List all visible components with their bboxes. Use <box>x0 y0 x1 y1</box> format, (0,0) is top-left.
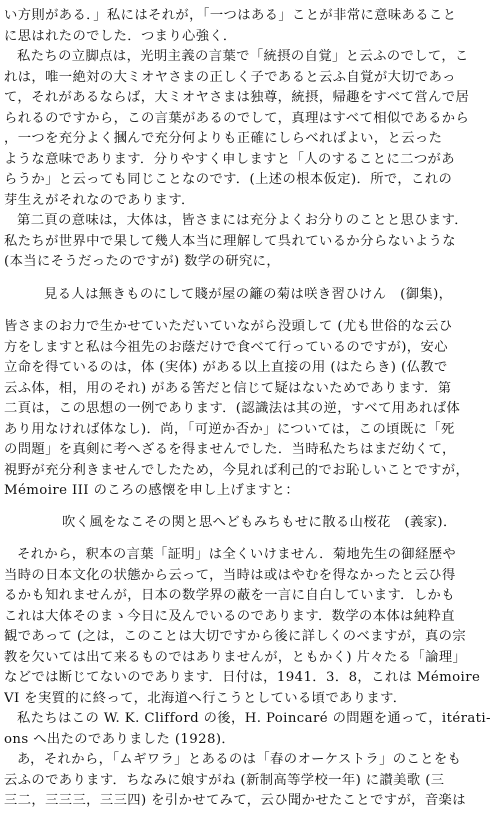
text-line: れは，唯一絶対の大ミオヤさまの正しく子であると云ふ自覚が大切であっ <box>4 69 456 85</box>
text-line: Mémoire III のころの感懐を申し上げますと： <box>4 483 300 498</box>
text-line: 教を欠いては出て来るものではありませんが，ともかく) 片々たる「論理」 <box>4 649 467 665</box>
text-line: 私たちが世界中で果して幾人本当に理解して呉れているか分らないような <box>4 233 456 249</box>
text-line: らうか」と云っても同じことなのです．(上述の根本仮定)．所で，これの <box>4 172 453 187</box>
text-line: 当時の日本文化の状態から云って，当時は或はやむを得なかったと云ひ得 <box>4 567 456 583</box>
quoted-poem: 見る人は無きものにして賤が屋の籬の菊は咲き習ひけん (御集)， <box>44 286 453 302</box>
text-line: 云ふのであります．ちなみに娘すがね (新制高等学校一年) に讃美歌 (三 <box>4 772 445 788</box>
paragraph-start-line: それから，釈本の言葉「証明」は全くいけません．菊地先生の御経歴や <box>17 547 457 562</box>
paragraph-start-line: あ，それから，「ムギワラ」とあるのは「春のオーケストラ」のことをも <box>17 752 462 767</box>
text-line: (本当にそうだったのですが) 数学の研究に， <box>4 254 281 269</box>
text-line: などでは断じてないのであります．日付は，1941．3．8，これは Mémoire <box>4 670 481 685</box>
quoted-poem: 吹く風をなこその関と思へどもみちもせに散る山桜花 (義家)． <box>62 514 457 530</box>
text-line: 方をしますと私は今祖先のお蔭だけで食べて行っているのですが)，安心 <box>4 339 448 355</box>
text-line: あり用なければ体なし)．尚，「可逆か否か」については，この頃既に「死 <box>4 421 455 437</box>
text-line: 立命を得ているのは，体 (実体) がある以上直接の用 (はたらき) (仏教で <box>4 360 448 375</box>
text-line: られるのですから，この言葉があるのでして，真理はすべて相似であるから <box>4 110 470 126</box>
text-line: ons へ出たのでありました (1928)． <box>4 731 236 747</box>
text-line: るかも知れませんが，日本の数学界の蔽を一言に自白しています．しかも <box>4 588 455 603</box>
text-line: ，一つを充分よく摑んで充分何よりも正確にしらべればよい，と云った <box>4 131 443 146</box>
text-line: これは大体そのまゝ今日に及んでいるのであります．数学の本体は純粋直 <box>4 608 455 624</box>
text-line: 云ふ体，相，用のそれ) がある筈だと信じて疑はないためであります．第 <box>4 380 452 396</box>
text-line: 視野が充分利きませんでしたため，今見れば利己的でお恥しいことですが， <box>4 462 470 478</box>
text-line: 観であって (之は，このことは大切ですから後に詳しくのべますが，真の宗 <box>4 629 467 644</box>
text-line: の問題」を真剣に考へざるを得ませんでした．当時私たちはまだ幼くて， <box>4 442 456 457</box>
paragraph-start-line: 第二頁の意味は，大体は，皆さまには充分よくお分りのことと思ひます． <box>17 213 468 228</box>
paragraph-start-line: 私たちの立脚点は，光明主義の言葉で「統摂の自覚」と云ふのでして，こ <box>17 49 469 64</box>
text-line: い方則がある．」私にはそれが，「一つはある」ことが非常に意味あること <box>4 8 457 23</box>
text-line: に思はれたのでした．つまり心強く． <box>4 28 237 44</box>
text-line: 皆さまのお力で生かせていただいていながら没頭して (尤も世俗的な云ひ <box>4 319 453 334</box>
text-line: VI を実質的に終って，北海道へ行こうとしている頃であります． <box>4 690 407 706</box>
paragraph-start-line: 私たちはこの W. K. Clifford の後，H. Poincaré の問題を通って，itérati- <box>17 711 491 726</box>
text-line: 三二，三三三，三三四) を引かせてみて，云ひ聞かせたことですが，音楽は <box>4 793 466 808</box>
text-line: 二頁は，この思想の一例であります．(認識法は其の逆，すべて用あれば体 <box>4 401 461 416</box>
document-page <box>4 6 495 812</box>
text-line: て，それがあるならば，大ミオヤさまは独尊，統摂，帰趣をすべて営んで居 <box>4 90 470 105</box>
text-line: ような意味であります．分りやすく申しますと「人のすることに二つがあ <box>4 151 455 167</box>
text-line: 芽生えがそれなのであります． <box>4 192 195 208</box>
